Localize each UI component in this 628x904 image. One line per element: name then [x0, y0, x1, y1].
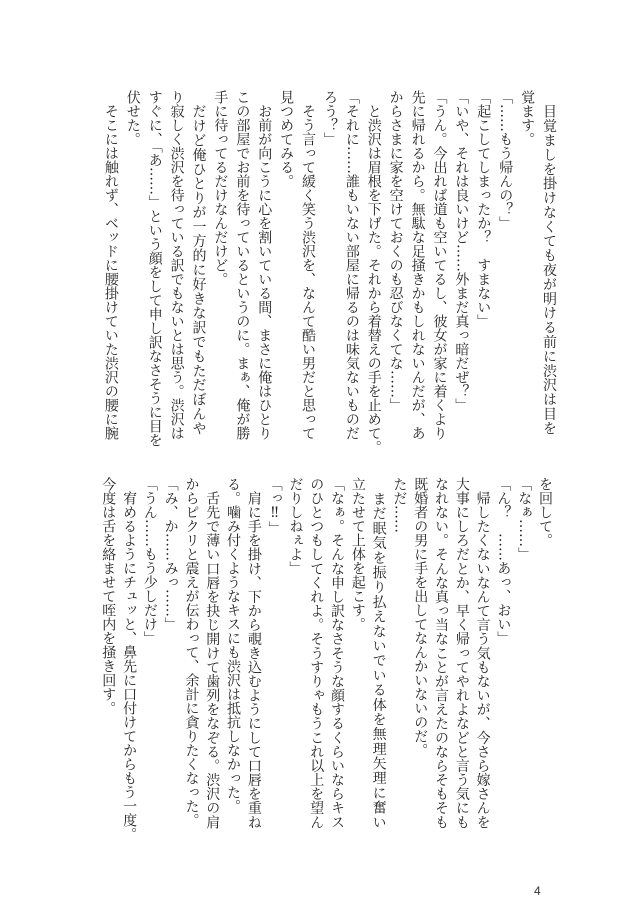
text-line: 目覚ましを掛けなくても夜が明ける前に渋沢は目を — [541, 90, 557, 435]
text-line: そう言って緩く笑う渋沢を、なんて酷い男だと思って — [300, 90, 317, 440]
text-line: だりしねぇよ」 — [287, 477, 304, 575]
text-line: 「なぁ……」 — [516, 477, 533, 561]
text-line: 「っ‼」 — [266, 477, 283, 535]
text-line: 既婚者の男に手を出してなんかいないのだ。 — [412, 477, 429, 757]
text-line: 手に待ってるだけなんだけど。 — [212, 90, 229, 286]
text-line: 宥めるようにチュッと、鼻先に口付けてからもう一度。 — [121, 477, 138, 841]
text-line: 「起こしてしまったか？ すまない」 — [475, 90, 492, 328]
text-block-top — [99, 90, 559, 454]
text-line: り寂しく渋沢を待っている訳でもないとは思う。渋沢は — [168, 90, 185, 440]
text-line: 立たせて上体を起こす。 — [349, 477, 366, 631]
text-line: を回して。 — [537, 477, 553, 547]
text-line: と渋沢は眉根を下げた。それから着替えの手を止めて。 — [365, 90, 382, 454]
text-line: 「うん……もう少しだけ」 — [141, 477, 158, 645]
text-line: まだ眠気を振り払えないでいる体を無理矢理に奮い — [370, 477, 387, 829]
text-line: 「ん？ ……あっ、おい」 — [495, 477, 512, 645]
text-line: 覚ます。 — [519, 90, 536, 146]
text-block-bottom — [97, 477, 555, 841]
text-line: 「み、か……みっ……」 — [162, 477, 179, 631]
text-line: 舌先で薄い口唇を抉じ開けて歯列をなぞる。渋沢の肩 — [204, 477, 221, 829]
text-line: 「それに……誰もいない部屋に帰るのは味気ないものだ — [343, 90, 360, 440]
text-line: そこには触れず、ベッドに腰掛けていた渋沢の腰に腕 — [102, 90, 119, 440]
text-line: 今度は舌を絡ませて咥内を掻き回す。 — [100, 477, 117, 715]
text-line: 「うん。今出れば道も空いてるし、彼女が家に着くより — [431, 90, 448, 440]
text-line: 「なぁ。そんな申し訳なさそうな顔するくらいならキス — [329, 477, 346, 829]
text-line: 肩に手を掛け、下から覗き込むようにして口唇を重ね — [245, 477, 262, 829]
text-line: なれない。そんな真っ当なことが言えたのならそもそも — [433, 477, 450, 829]
text-line: からピクリと震えが伝わって、余計に貪りたくなった。 — [183, 477, 200, 827]
text-line: お前が向こうに心を割いている間、まさに俺はひとり — [256, 90, 273, 440]
text-line: 大事にしろだとか、早く帰ってやれよなどと言う気にも — [453, 477, 470, 829]
text-line: 先に帰れるから。無駄な足掻きかもしれないんだが、あ — [409, 90, 426, 440]
text-line: 帰したくないなんて言う気もないが、今さら嫁さんを — [474, 477, 491, 830]
text-line: からさまに家を空けておくのも忍びなくてな……」 — [387, 90, 404, 412]
page-number: 4 — [534, 884, 541, 898]
text-line: すぐに、「あ……」という顔をして申し訳なさそうに目を — [146, 90, 163, 447]
text-line: のひとつもしてくれよ。そうすりゃもうこれ以上を望ん — [308, 477, 325, 829]
text-line: 「いや、それは良いけど……外まだ真っ暗だぜ？」 — [453, 90, 470, 412]
text-line: 伏せた。 — [124, 90, 141, 146]
text-line: 見つめてみる。 — [278, 90, 295, 188]
text-line: だけど俺ひとりが一方的に好きな訳でもただぼんや — [190, 90, 207, 435]
text-line: ろう？」 — [321, 90, 338, 146]
text-line: る。噛み付くようなキスにも渋沢は抵抗しなかった。 — [225, 477, 242, 813]
text-line: この部屋でお前を待っているというのに。まぁ、俺が勝 — [234, 90, 251, 440]
text-line: ただ…… — [391, 477, 408, 533]
text-line: 「……もう帰んの？」 — [497, 90, 514, 230]
